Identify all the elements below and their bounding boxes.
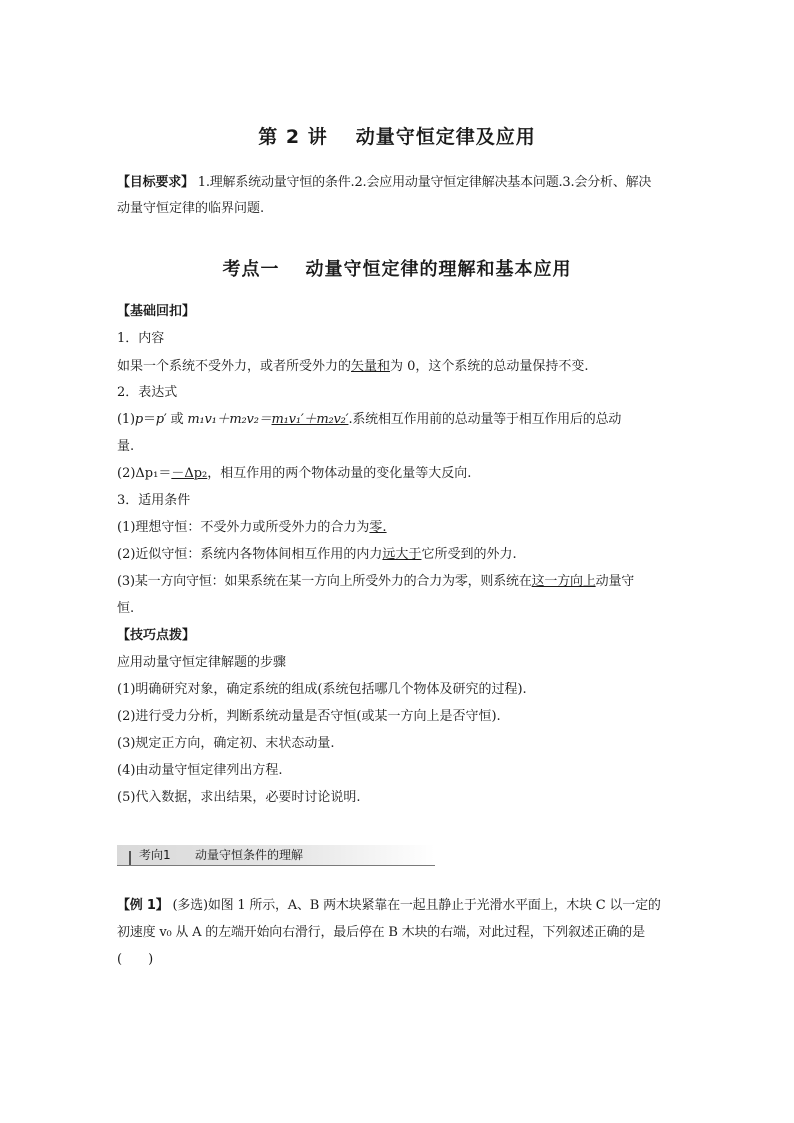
direction-topic: 动量守恒条件的理解 <box>195 848 304 862</box>
content-blank: 矢量和 <box>351 359 391 374</box>
banner-marker <box>129 851 131 865</box>
content-heading: 1．内容 <box>117 331 165 346</box>
tips-step-4: (4)由动量守恒定律列出方程. <box>117 763 283 778</box>
section-name: 动量守恒定律的理解和基本应用 <box>305 259 572 280</box>
tips-tag: 【技巧点拨】 <box>117 628 196 643</box>
conditions-heading: 3．适用条件 <box>117 493 191 508</box>
condition-3-blank: 这一方向上 <box>531 574 596 589</box>
example-answer-blank: ( ) <box>117 952 154 967</box>
expression-heading: 2．表达式 <box>117 385 178 400</box>
example-line-2: 初速度 v₀ 从 A 的左端开始向右滑行，最后停在 B 木块的右端，对此过程，下列叙述正确的是 <box>117 925 645 940</box>
expression-1: (1)p＝p′ 或 m₁v₁＋m₂v₂＝m₁v₁′＋m₂v₂′.系统相互作用前的总动量等于相互作用后的总动 <box>117 412 622 427</box>
example-type: (多选) <box>172 898 208 913</box>
goals-tag: 【目标要求】 <box>117 175 194 190</box>
expression-2-blank: －Δp₂ <box>171 466 208 481</box>
example-line-1: 【例 1】 (多选)如图 1 所示，A、B 两木块紧靠在一起且静止于光滑水平面上，木块 C 以一定的 <box>117 898 661 913</box>
example-tag: 【例 1】 <box>117 898 169 913</box>
condition-3: (3)某一方向守恒：如果系统在某一方向上所受外力的合力为零，则系统在这一方向上动量守 <box>117 574 635 589</box>
condition-1-blank: 零. <box>369 520 387 535</box>
tips-step-2: (2)进行受力分析，判断系统动量是否守恒(或某一方向上是否守恒). <box>117 709 501 724</box>
expression-1-wrap: 量. <box>117 439 135 454</box>
section-label: 考点一 <box>222 259 280 280</box>
condition-2: (2)近似守恒：系统内各物体间相互作用的内力远大于它所受到的外力. <box>117 547 517 562</box>
goals-line-1 <box>117 173 677 193</box>
tips-step-1: (1)明确研究对象，确定系统的组成(系统包括哪几个物体及研究的过程). <box>117 682 527 697</box>
content-text: 如果一个系统不受外力，或者所受外力的矢量和为 0，这个系统的总动量保持不变. <box>117 359 589 374</box>
lecture-name: 动量守恒定律及应用 <box>355 126 536 148</box>
tips-heading: 应用动量守恒定律解题的步骤 <box>117 655 287 670</box>
tips-step-3: (3)规定正方向，确定初、末状态动量. <box>117 736 335 751</box>
direction-label: 考向1 <box>139 848 171 862</box>
direction-banner <box>117 845 435 866</box>
condition-2-blank: 远大于 <box>382 547 422 562</box>
tips-step-5: (5)代入数据，求出结果，必要时讨论说明. <box>117 790 361 805</box>
expression-2: (2)Δp₁＝－Δp₂，相互作用的两个物体动量的变化量等大反向. <box>117 466 472 481</box>
goals-line-2: 动量守恒定律的临界问题. <box>117 201 265 216</box>
goals-text-1: 1.理解系统动量守恒的条件.2.会应用动量守恒定律解决基本问题.3.会分析、解决 <box>197 175 652 190</box>
lecture-number: 第 2 讲 <box>258 126 328 148</box>
section-heading <box>0 255 794 281</box>
page-title <box>0 122 794 149</box>
basics-tag: 【基础回扣】 <box>117 304 196 319</box>
condition-3-wrap: 恒. <box>117 601 135 616</box>
condition-1: (1)理想守恒：不受外力或所受外力的合力为零. <box>117 520 387 535</box>
expression-1-blank: m₁v₁′＋m₂v₂′ <box>271 412 349 427</box>
